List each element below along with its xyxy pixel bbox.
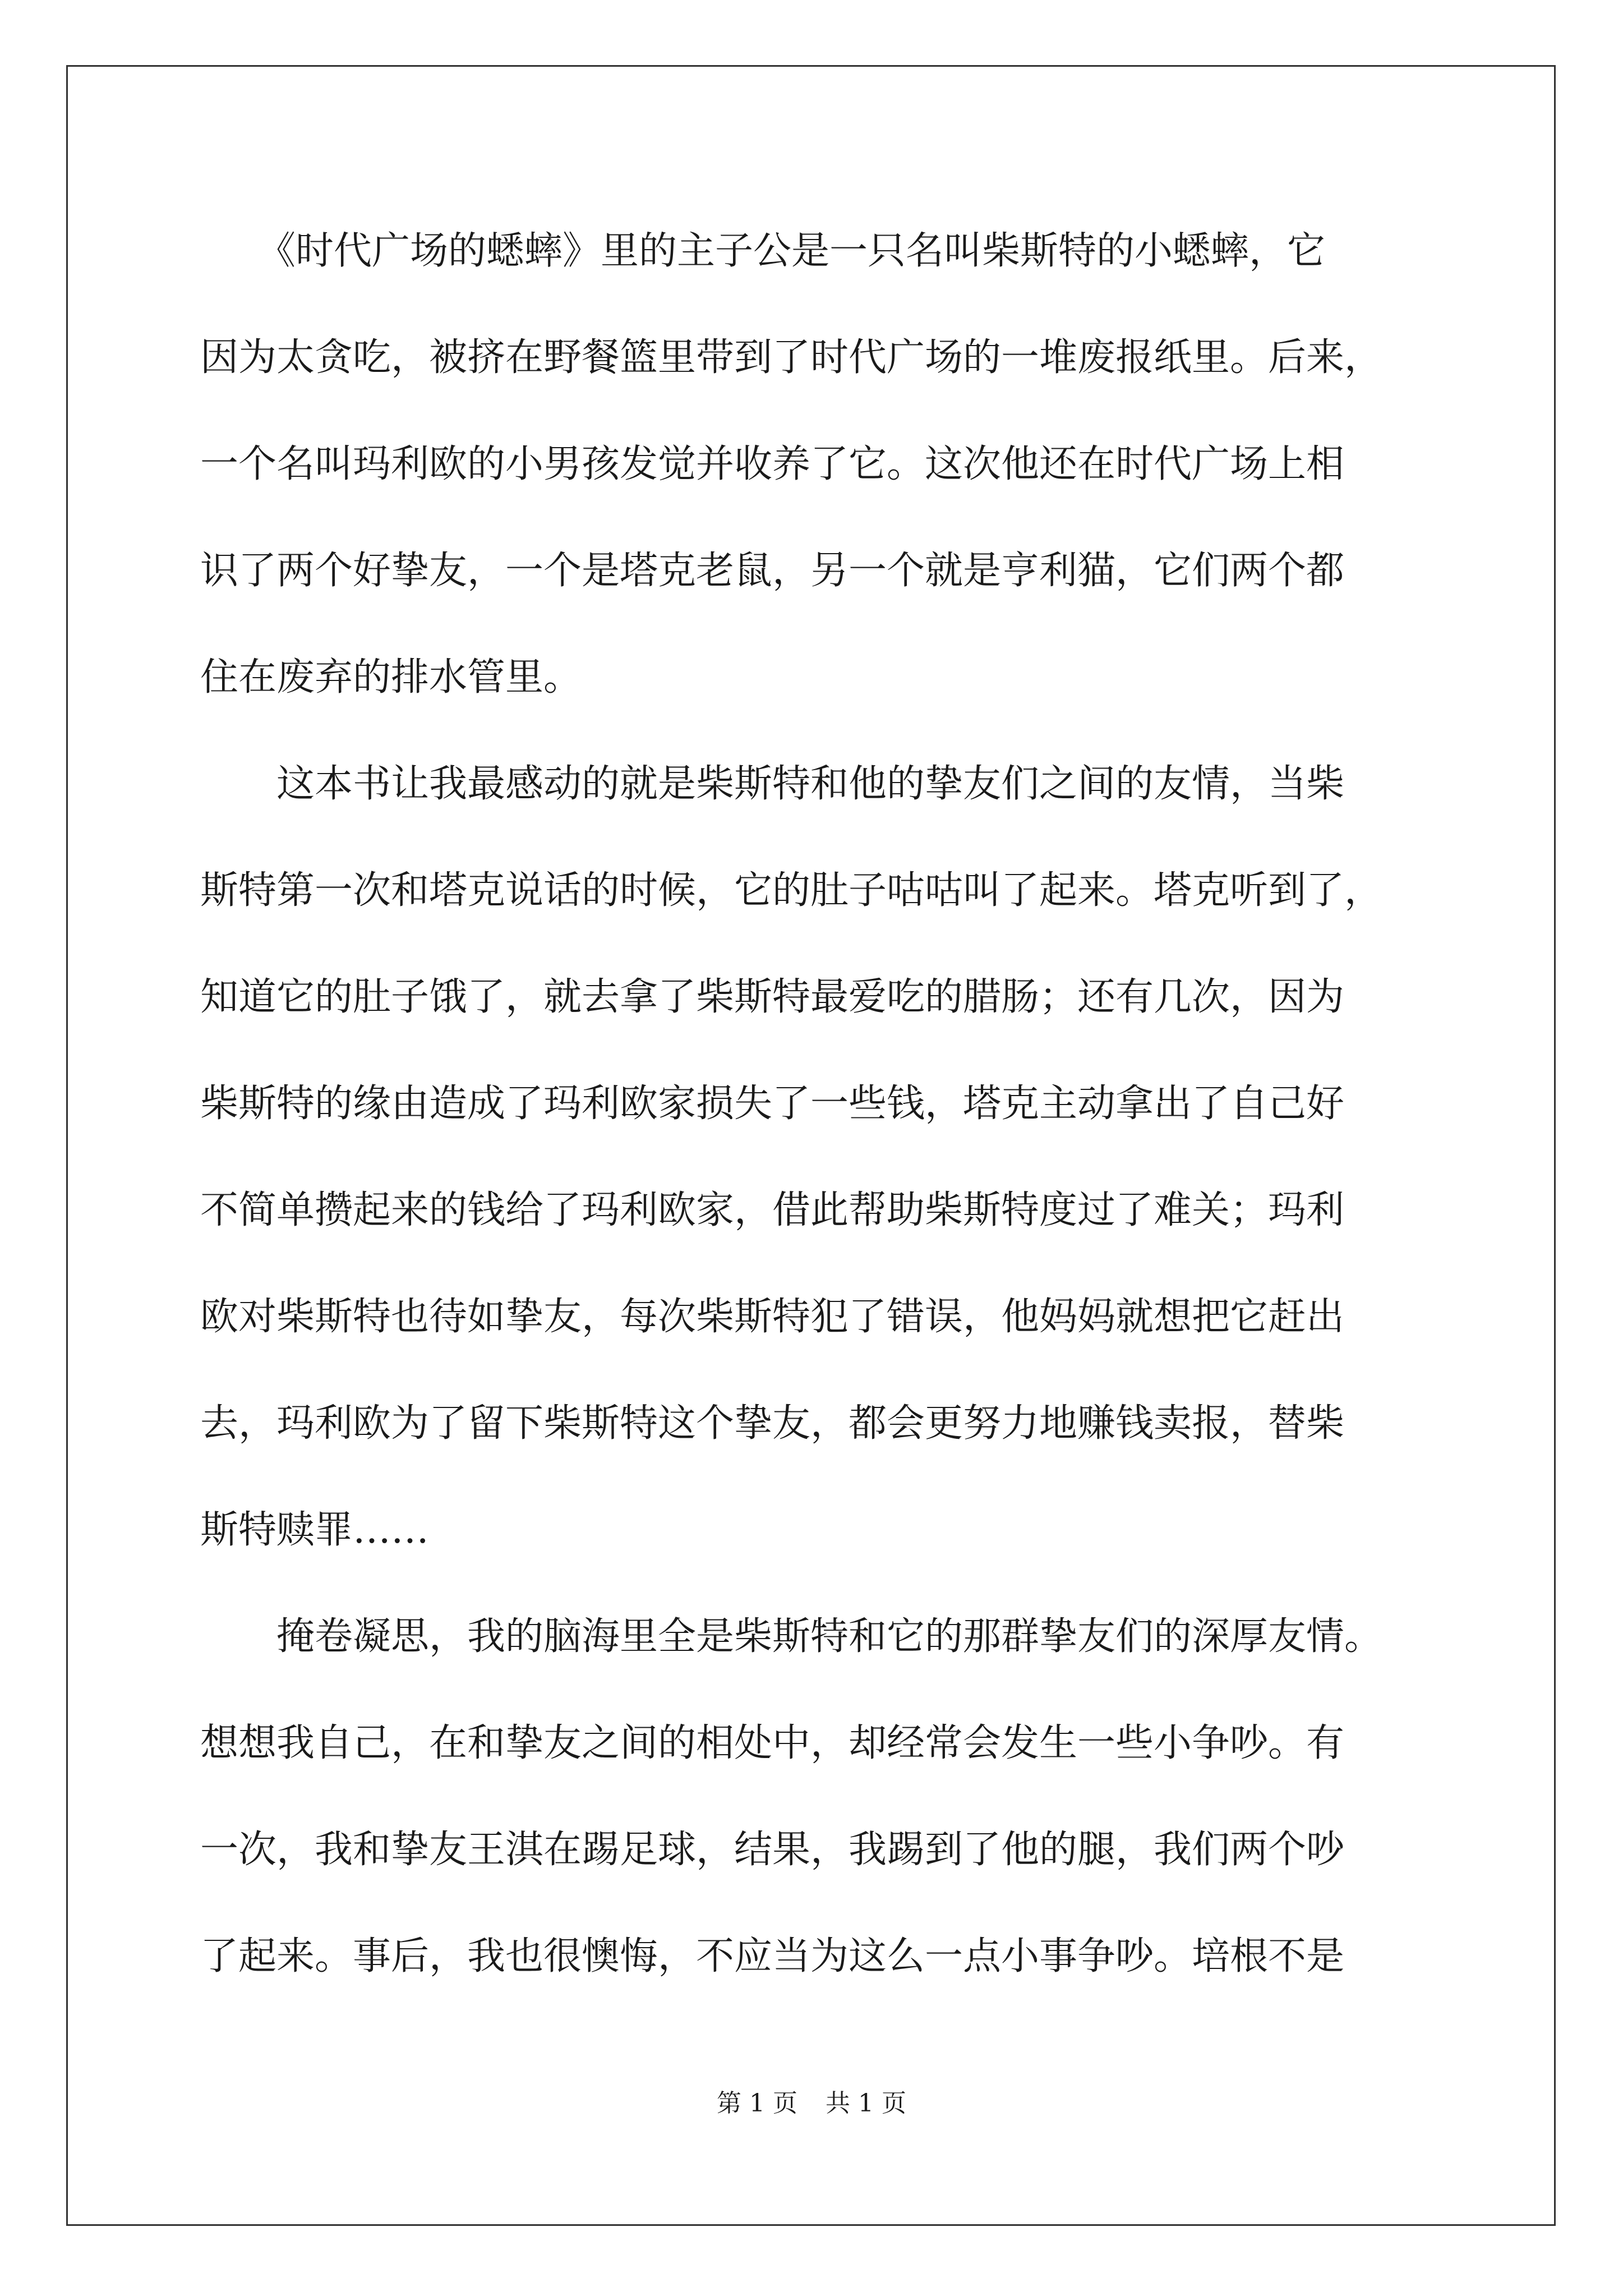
text-line: 识了两个好挚友，一个是塔克老鼠，另一个就是亨利猫，它们两个都 — [200, 549, 1345, 593]
text-line: 一个名叫玛利欧的小男孩发觉并收养了它。这次他还在时代广场上相 — [200, 442, 1345, 486]
text-line: 不简单攒起来的钱给了玛利欧家，借此帮助柴斯特度过了难关；玛利 — [200, 1188, 1345, 1232]
text-line: 想想我自己，在和挚友之间的相处中，却经常会发生一些小争吵。有 — [200, 1721, 1345, 1765]
text-line: 欧对柴斯特也待如挚友，每次柴斯特犯了错误，他妈妈就想把它赶出 — [200, 1295, 1345, 1339]
text-line: 掩卷凝思，我的脑海里全是柴斯特和它的那群挚友们的深厚友情。 — [200, 1614, 1383, 1659]
text-line: 斯特赎罪…… — [200, 1508, 430, 1552]
text-line: 斯特第一次和塔克说话的时候，它的肚子咕咕叫了起来。塔克听到了， — [200, 868, 1383, 913]
text-line: 住在废弃的排水管里。 — [200, 655, 582, 700]
text-line: 了起来。事后，我也很懊悔，不应当为这么一点小事争吵。培根不是 — [200, 1934, 1345, 1978]
page-total: 共 1 页 — [826, 2089, 906, 2118]
text-line: 因为太贪吃，被挤在野餐篮里带到了时代广场的一堆废报纸里。后来， — [200, 335, 1383, 380]
text-line: 这本书让我最感动的就是柴斯特和他的挚友们之间的友情，当柴 — [200, 762, 1345, 806]
page-footer — [0, 2087, 1623, 2120]
document-body — [200, 218, 1434, 2030]
text-line: 柴斯特的缘由造成了玛利欧家损失了一些钱，塔克主动拿出了自己好 — [200, 1082, 1345, 1126]
text-line: 一次，我和挚友王淇在踢足球，结果，我踢到了他的腿，我们两个吵 — [200, 1828, 1345, 1872]
page-number: 第 1 页 — [717, 2089, 797, 2118]
text-line: 《时代广场的蟋蟀》里的主子公是一只名叫柴斯特的小蟋蟀，它 — [200, 229, 1326, 273]
text-line: 知道它的肚子饿了，就去拿了柴斯特最爱吃的腊肠；还有几次，因为 — [200, 975, 1345, 1019]
text-line: 去，玛利欧为了留下柴斯特这个挚友，都会更努力地赚钱卖报，替柴 — [200, 1401, 1345, 1446]
